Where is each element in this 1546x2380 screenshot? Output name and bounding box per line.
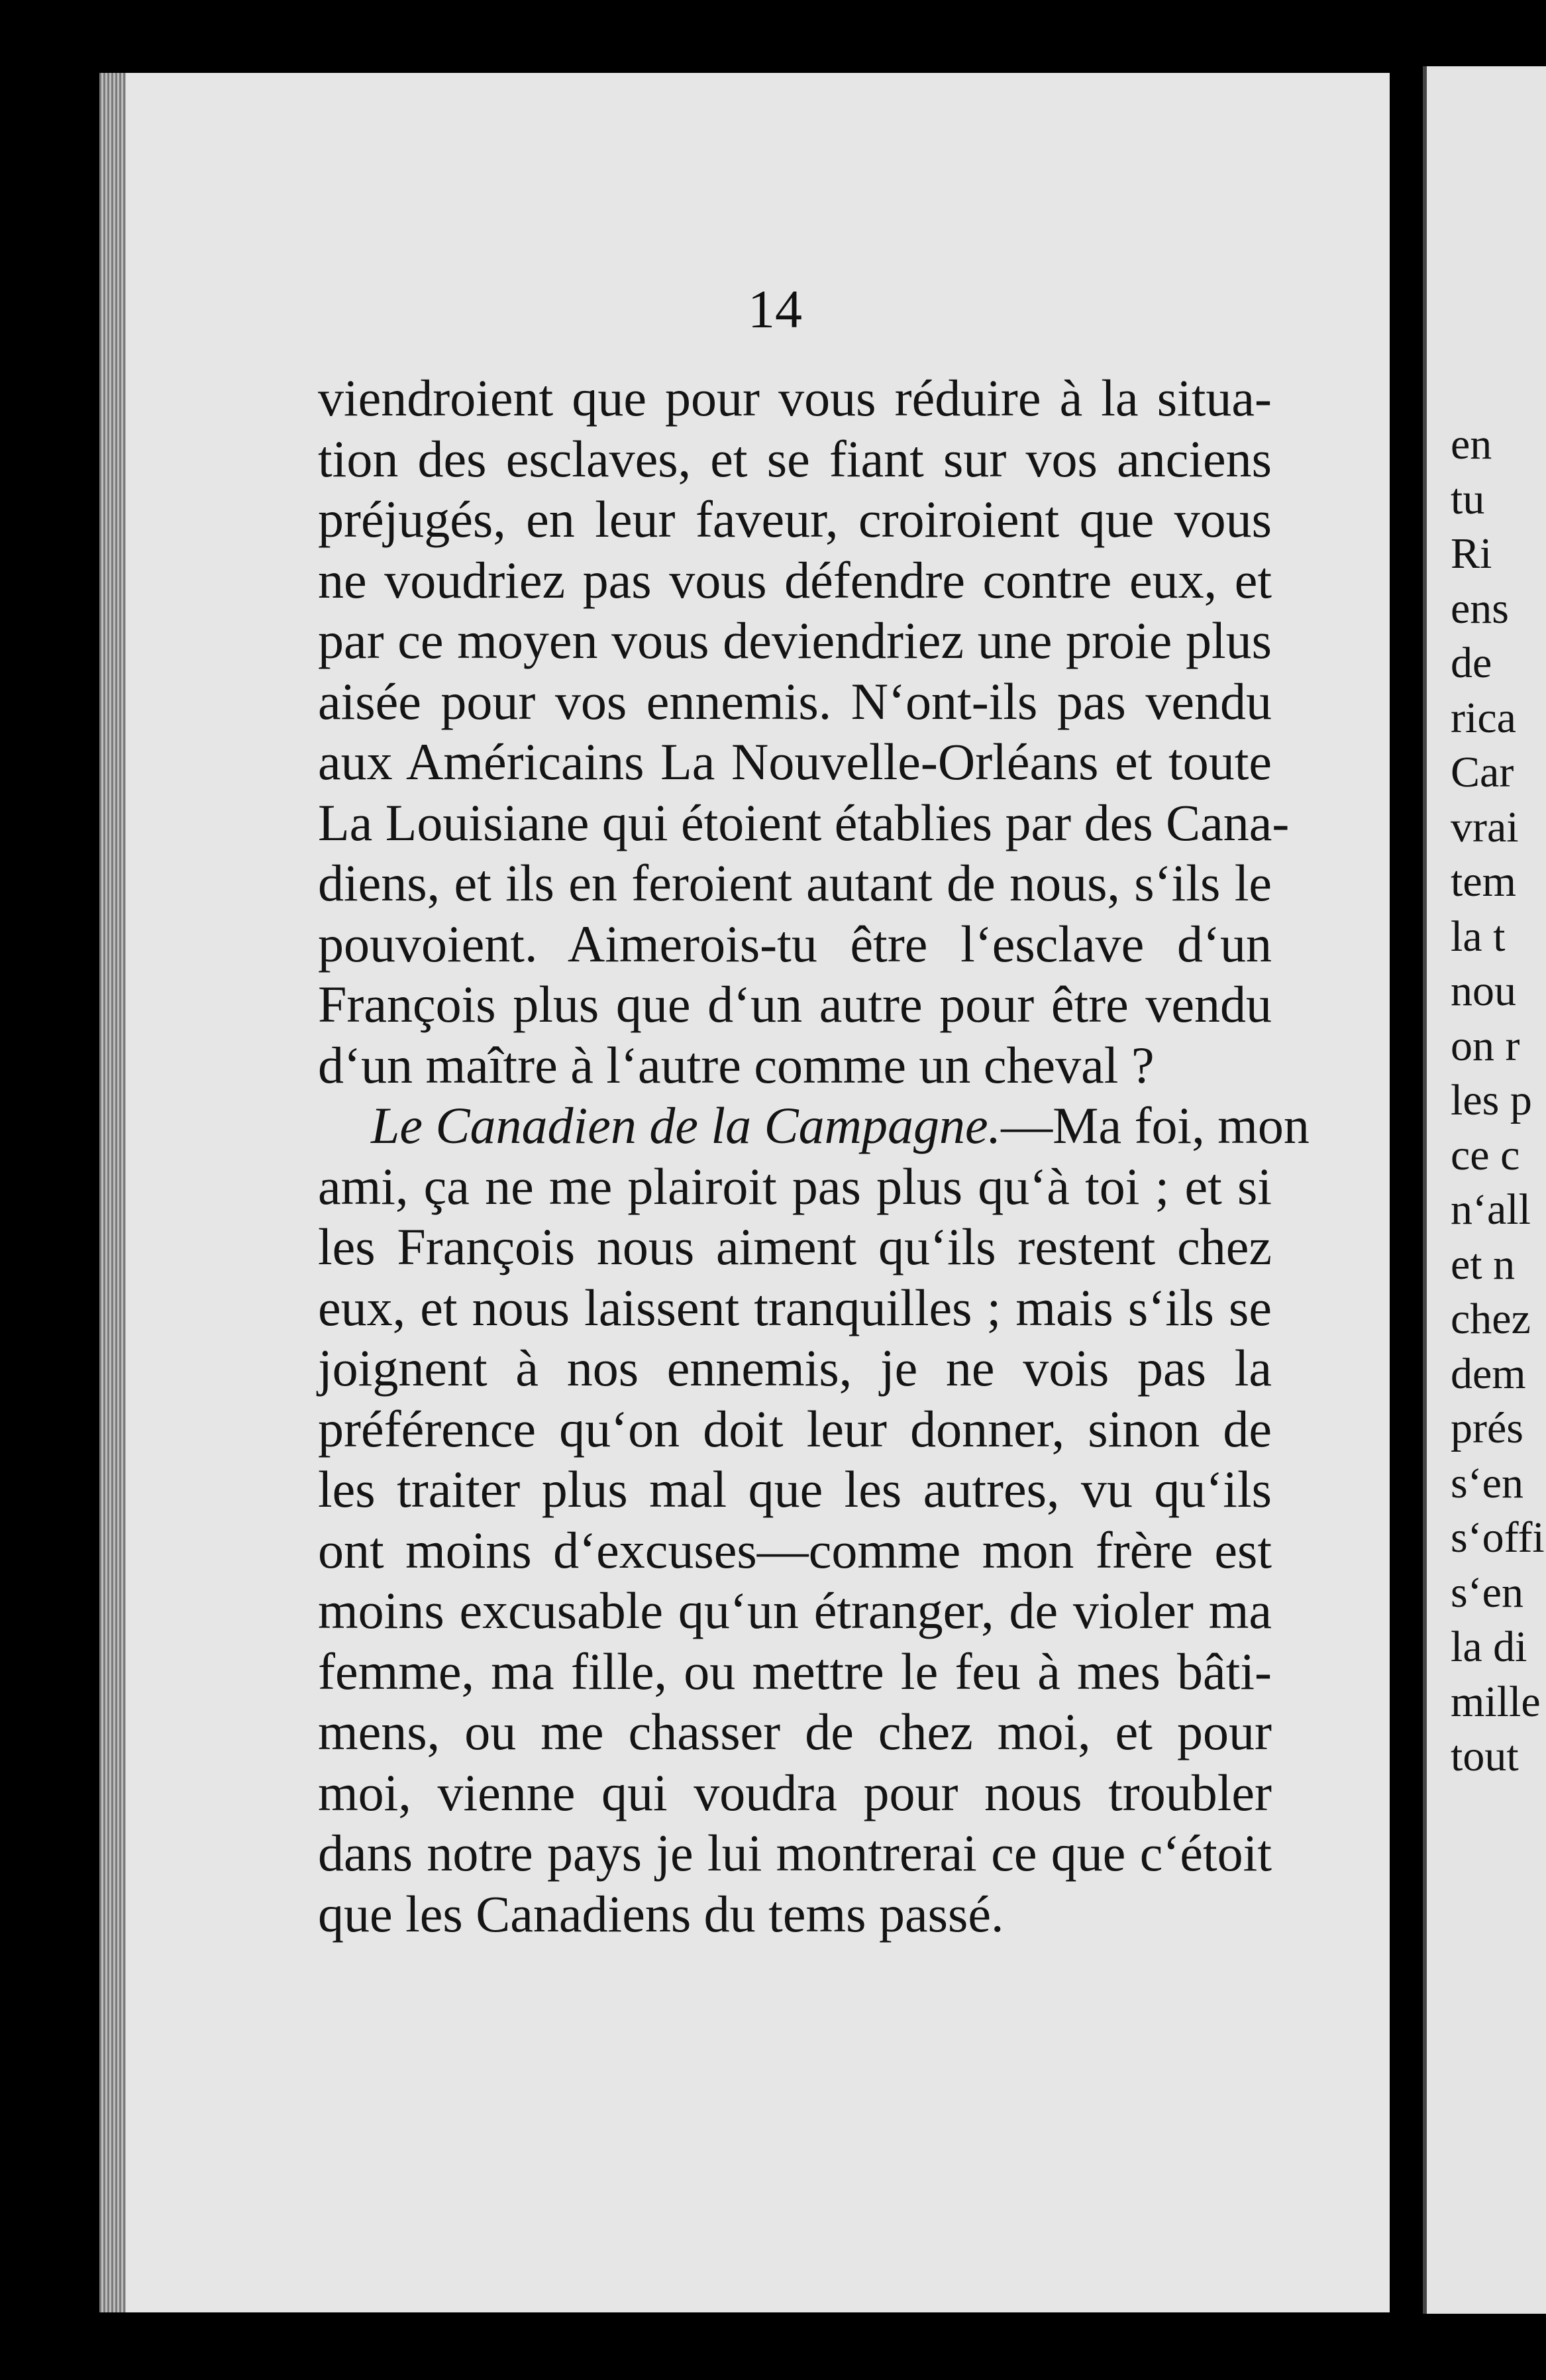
right-text-fragment: les p — [1451, 1076, 1532, 1124]
right-text-fragment: s‘offi — [1451, 1513, 1545, 1562]
right-text-fragment: Ri — [1451, 529, 1492, 578]
text-line: ami, ça ne me plairoit pas plus qu‘à toi ; et si — [318, 1157, 1272, 1215]
right-text-fragment: rica — [1451, 693, 1516, 742]
right-text-fragment: n‘all — [1451, 1185, 1531, 1234]
page-number: 14 — [748, 279, 802, 339]
text-line: La Louisiane qui étoient établies par des Cana- — [318, 793, 1290, 851]
text-line: les traiter plus mal que les autres, vu qu‘ils — [318, 1460, 1272, 1518]
text-line: eux, et nous laissent tranquilles ; mais s‘ils se — [318, 1278, 1272, 1336]
text-line: tion des esclaves, et se fiant sur vos anciens — [318, 429, 1272, 488]
right-text-fragment: vrai — [1451, 802, 1519, 851]
right-text-fragment: en — [1451, 420, 1492, 468]
right-text-fragment: s‘en — [1451, 1458, 1523, 1507]
text-line: préférence qu‘on doit leur donner, sinon de — [318, 1399, 1272, 1458]
right-text-fragment: et n — [1451, 1240, 1516, 1289]
text-line: moins excusable qu‘un étranger, de violer ma — [318, 1582, 1272, 1639]
text-line: que les Canadiens du tems passé. — [318, 1884, 1004, 1943]
text-line: les François nous aiment qu‘ils restent chez — [318, 1218, 1272, 1275]
right-text-fragment: tout — [1451, 1732, 1519, 1780]
text-line: moi, vienne qui voudra pour nous troubler — [318, 1763, 1272, 1821]
text-line: pouvoient. Aimerois-tu être l‘esclave d‘un — [318, 914, 1272, 973]
page-edge-shadow — [99, 73, 126, 2312]
right-text-fragment: s‘en — [1451, 1568, 1523, 1617]
text-line: femme, ma fille, ou mettre le feu à mes bâti- — [318, 1642, 1272, 1700]
speaker-line — [318, 1095, 1310, 1156]
right-text-fragment: dem — [1451, 1349, 1526, 1398]
text-line: mens, ou me chasser de chez moi, et pour — [318, 1703, 1272, 1760]
text-line: d‘un maître à l‘autre comme un cheval ? — [318, 1036, 1155, 1094]
right-text-fragment: de — [1451, 639, 1492, 687]
right-text-fragment: prés — [1451, 1404, 1523, 1452]
text-line: diens, et ils en feroient autant de nous, s‘ils le — [318, 854, 1272, 912]
text-line: aisée pour vos ennemis. N‘ont-ils pas vendu — [318, 672, 1272, 730]
right-text-fragment: ce c — [1451, 1130, 1520, 1179]
text-line: dans notre pays je lui montrerai ce que c‘étoit — [318, 1824, 1272, 1882]
right-page-text — [1451, 417, 1546, 1784]
speaker-line-rest: —Ma foi, mon — [1001, 1097, 1310, 1154]
right-text-fragment: tu — [1451, 474, 1485, 523]
speaker-name: Le Canadien de la Campagne. — [371, 1097, 1002, 1154]
text-line: François plus que d‘un autre pour être vendu — [318, 975, 1272, 1033]
text-line: ne voudriez pas vous défendre contre eux, et — [318, 551, 1272, 609]
right-text-fragment: chez — [1451, 1295, 1531, 1343]
text-line: préjugés, en leur faveur, croiroient que vous — [318, 490, 1272, 548]
body-text — [318, 368, 1310, 1944]
text-line: ont moins d‘excuses—comme mon frère est — [318, 1521, 1272, 1579]
text-line: aux Américains La Nouvelle-Orléans et toute — [318, 733, 1272, 790]
text-line: par ce moyen vous deviendriez une proie plus — [318, 612, 1272, 669]
right-text-fragment: ens — [1451, 584, 1509, 633]
right-text-fragment: mille — [1451, 1677, 1541, 1726]
right-text-fragment: la di — [1451, 1623, 1527, 1671]
right-text-fragment: Car — [1451, 748, 1514, 796]
right-text-fragment: nou — [1451, 967, 1516, 1015]
right-text-fragment: on r — [1451, 1021, 1520, 1070]
right-text-fragment: la t — [1451, 912, 1506, 961]
text-line: viendroient que pour vous réduire à la situa- — [318, 369, 1272, 427]
right-text-fragment: tem — [1451, 857, 1516, 906]
text-line: joignent à nos ennemis, je ne vois pas la — [318, 1339, 1272, 1397]
